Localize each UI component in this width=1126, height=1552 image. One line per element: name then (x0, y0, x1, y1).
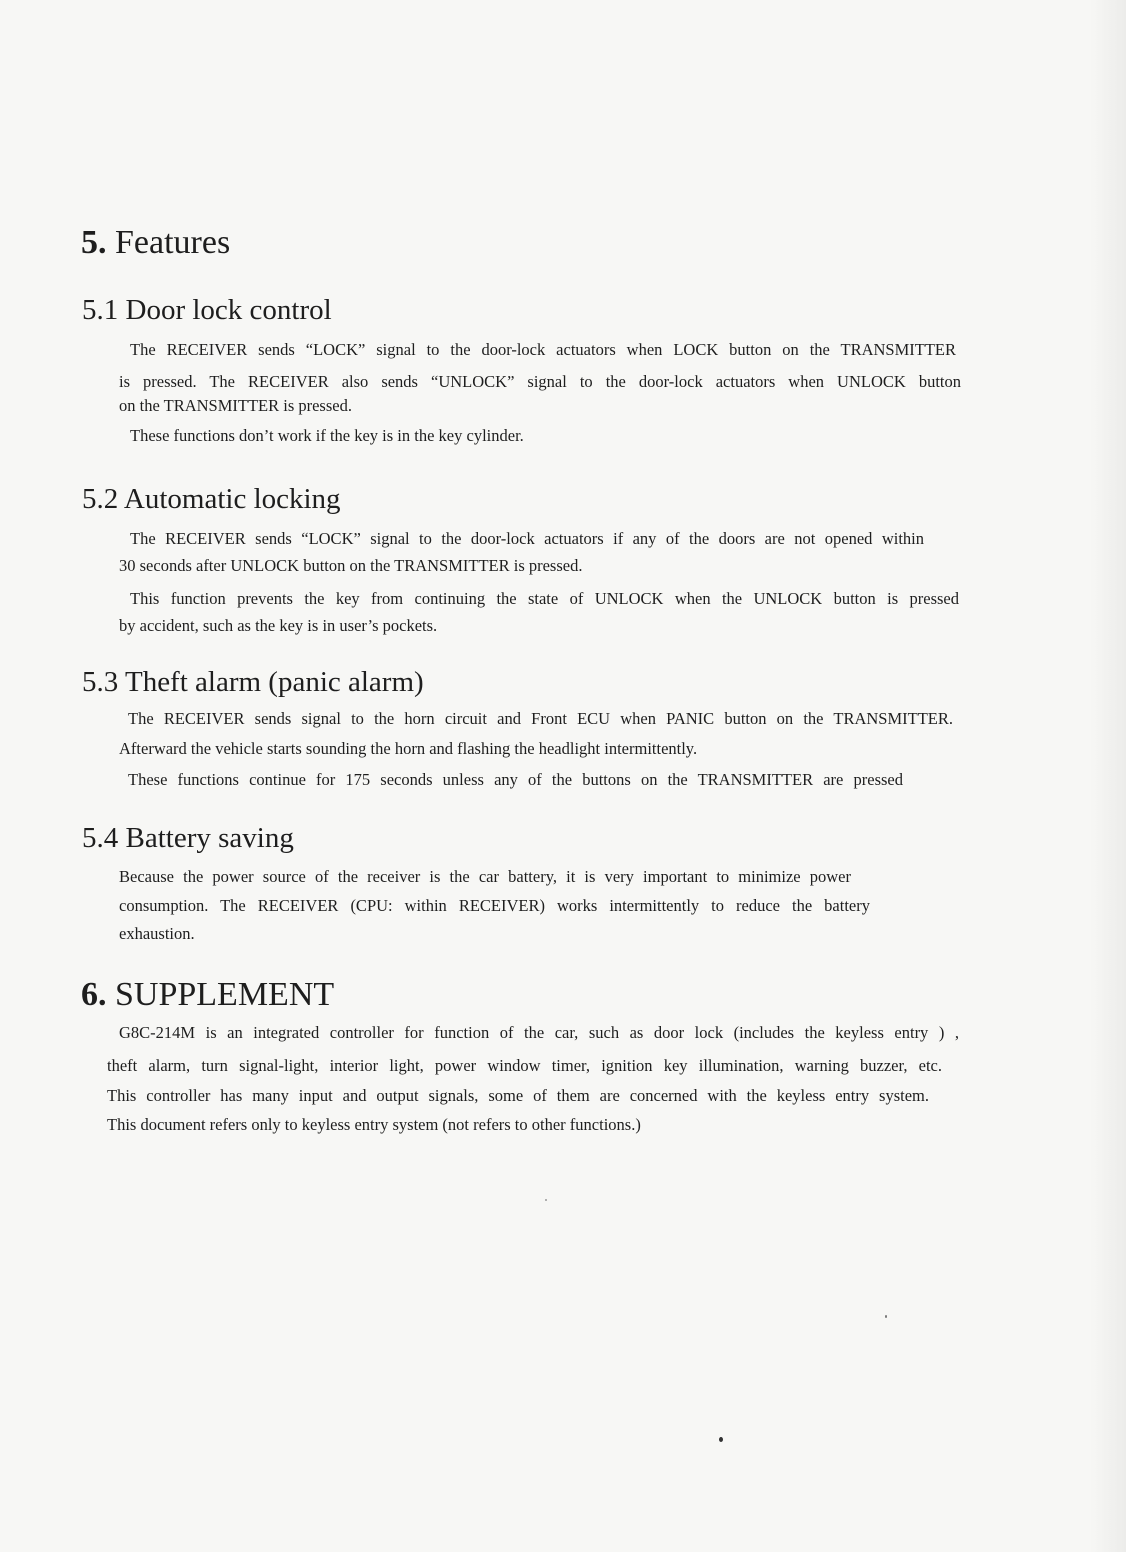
paragraph-line: on the TRANSMITTER is pressed. (119, 396, 352, 415)
scan-edge-shadow (1090, 0, 1126, 1552)
section-6-title: SUPPLEMENT (115, 976, 335, 1013)
paragraph-line: exhaustion. (119, 924, 195, 943)
subsection-5-2-heading: 5.2 Automatic locking (82, 483, 341, 515)
paragraph-line: 30 seconds after UNLOCK button on the TRANSMITTER is pressed. (119, 556, 583, 575)
subsection-5-4-heading: 5.4 Battery saving (82, 822, 294, 854)
scan-speck (719, 1437, 723, 1442)
subsection-5-1-heading: 5.1 Door lock control (82, 294, 332, 326)
paragraph-line: Afterward the vehicle starts sounding the horn and flashing the headlight intermittently. (119, 739, 698, 758)
paragraph-line: Because the power source of the receiver is the car battery, it is very important to minimize power (119, 867, 851, 886)
section-6-number: 6. (81, 976, 107, 1013)
paragraph-line: theft alarm, turn signal-light, interior light, power window timer, ignition key illumination, warning buzzer, etc. (107, 1056, 942, 1075)
paragraph-line: The RECEIVER sends signal to the horn circuit and Front ECU when PANIC button on the TRANSMITTER. (128, 709, 953, 728)
paragraph-line: by accident, such as the key is in user’s pockets. (119, 616, 438, 635)
section-5-title: Features (115, 224, 231, 261)
paragraph-line: This document refers only to keyless entry system (not refers to other functions.) (107, 1115, 641, 1134)
paragraph-line: These functions don’t work if the key is in the key cylinder. (130, 426, 524, 445)
paragraph-line: This controller has many input and output signals, some of them are concerned with the keyless entry system. (107, 1086, 929, 1105)
paragraph-line: The RECEIVER sends “LOCK” signal to the door-lock actuators if any of the doors are not opened within (130, 529, 924, 548)
section-6-heading (81, 978, 334, 1012)
subsection-5-3-heading: 5.3 Theft alarm (panic alarm) (82, 666, 424, 698)
paragraph-line: These functions continue for 175 seconds unless any of the buttons on the TRANSMITTER are pressed (128, 770, 903, 789)
paragraph-line: consumption. The RECEIVER (CPU: within RECEIVER) works intermittently to reduce the battery (119, 896, 870, 915)
paragraph-line: This function prevents the key from continuing the state of UNLOCK when the UNLOCK button is pressed (130, 589, 959, 608)
section-5-number: 5. (81, 224, 107, 261)
paragraph-line: G8C-214M is an integrated controller for function of the car, such as door lock (includes the keyless entry ) , (119, 1023, 959, 1042)
paragraph-line: The RECEIVER sends “LOCK” signal to the door-lock actuators when LOCK button on the TRANSMITTER (130, 340, 956, 359)
paragraph-line: is pressed. The RECEIVER also sends “UNLOCK” signal to the door-lock actuators when UNLOCK button (119, 372, 961, 391)
scan-speck (545, 1199, 547, 1201)
section-5-heading (81, 226, 230, 260)
scan-speck (885, 1315, 887, 1318)
